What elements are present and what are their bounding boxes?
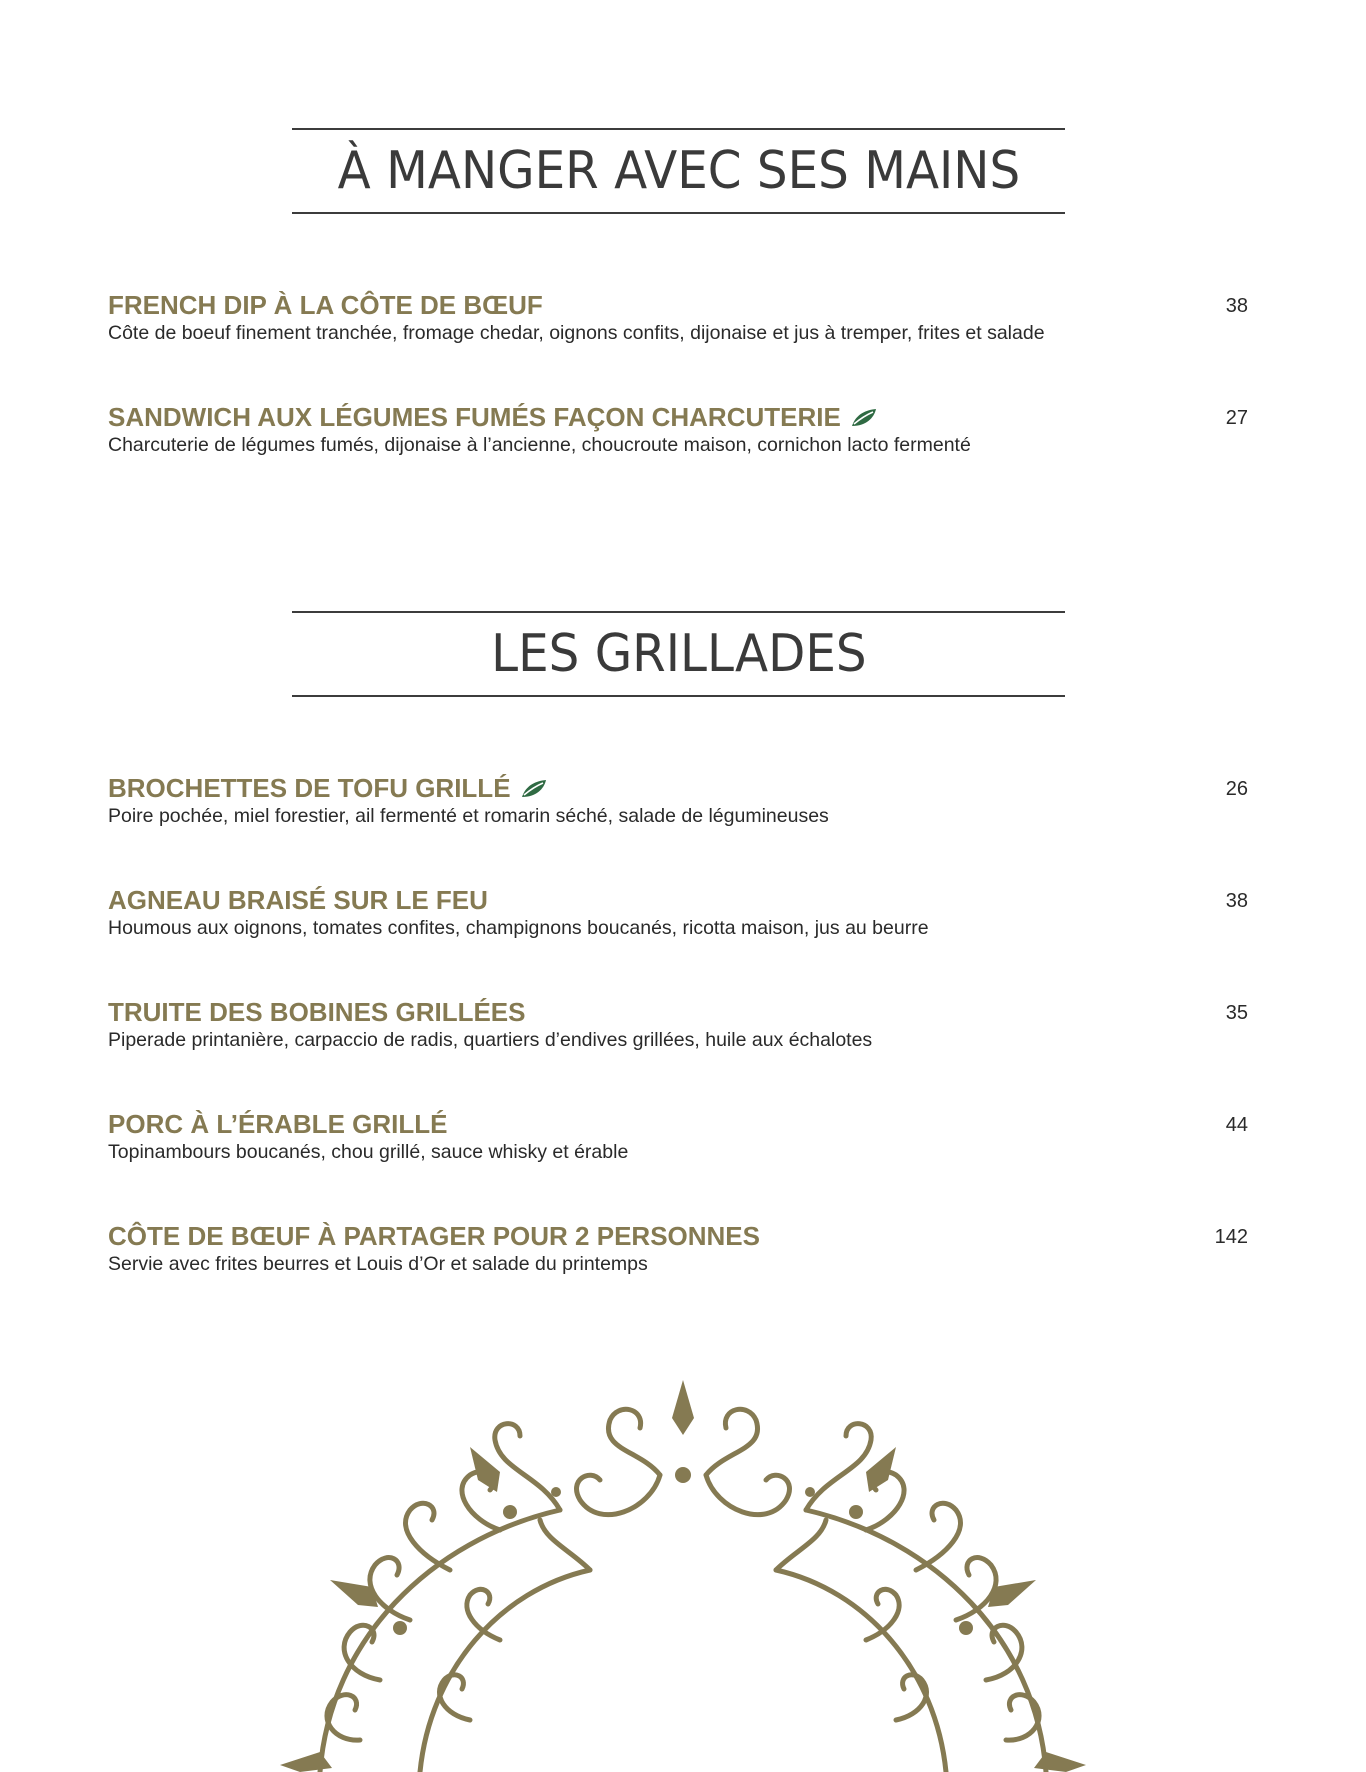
item-name-text: TRUITE DES BOBINES GRILLÉES bbox=[108, 997, 526, 1027]
item-name bbox=[108, 1109, 447, 1139]
item-name-text: FRENCH DIP À LA CÔTE DE BŒUF bbox=[108, 290, 543, 320]
item-name bbox=[108, 997, 526, 1027]
item-name bbox=[108, 290, 543, 320]
section-header-mains bbox=[292, 128, 1065, 214]
item-price: 44 bbox=[1225, 1114, 1248, 1136]
item-price: 38 bbox=[1225, 890, 1248, 912]
item-description: Piperade printanière, carpaccio de radis, quartiers d’endives grillées, huile aux échalotes bbox=[108, 1029, 873, 1051]
item-name bbox=[108, 773, 548, 803]
item-name-text: AGNEAU BRAISÉ SUR LE FEU bbox=[108, 885, 488, 915]
section-title: À MANGER AVEC SES MAINS bbox=[337, 141, 1020, 201]
item-description: Houmous aux oignons, tomates confites, champignons boucanés, ricotta maison, jus au beurre bbox=[108, 917, 929, 939]
item-price: 35 bbox=[1225, 1002, 1248, 1024]
leaf-icon bbox=[520, 777, 548, 799]
item-price: 26 bbox=[1225, 778, 1248, 800]
menu-item bbox=[108, 1109, 1248, 1165]
leaf-icon bbox=[850, 406, 878, 428]
item-price: 27 bbox=[1225, 407, 1248, 429]
item-description: Poire pochée, miel forestier, ail fermenté et romarin séché, salade de légumineuses bbox=[108, 805, 829, 827]
item-description: Topinambours boucanés, chou grillé, sauce whisky et érable bbox=[108, 1141, 629, 1163]
item-description: Servie avec frites beurres et Louis d’Or et salade du printemps bbox=[108, 1253, 648, 1275]
item-name bbox=[108, 885, 488, 915]
menu-item bbox=[108, 402, 1248, 458]
item-price: 142 bbox=[1214, 1226, 1248, 1248]
item-name-text: SANDWICH AUX LÉGUMES FUMÉS FAÇON CHARCUTERIE bbox=[108, 402, 841, 432]
section-header-grillades bbox=[292, 611, 1065, 697]
section-title: LES GRILLADES bbox=[490, 624, 867, 684]
item-name-text: CÔTE DE BŒUF À PARTAGER POUR 2 PERSONNES bbox=[108, 1221, 760, 1251]
menu-item bbox=[108, 773, 1248, 829]
ornament-icon bbox=[0, 1380, 1366, 1772]
menu-item bbox=[108, 997, 1248, 1053]
item-name-text: BROCHETTES DE TOFU GRILLÉ bbox=[108, 773, 511, 803]
item-name-text: PORC À L’ÉRABLE GRILLÉ bbox=[108, 1109, 448, 1139]
item-description: Charcuterie de légumes fumés, dijonaise à l’ancienne, choucroute maison, cornichon lacto fermenté bbox=[108, 434, 971, 456]
menu-item bbox=[108, 1221, 1248, 1277]
item-description: Côte de boeuf finement tranchée, fromage chedar, oignons confits, dijonaise et jus à tremper, frites et salade bbox=[108, 322, 1045, 344]
item-name bbox=[108, 1221, 760, 1251]
item-name bbox=[108, 402, 878, 432]
menu-item bbox=[108, 290, 1248, 346]
menu-item bbox=[108, 885, 1248, 941]
item-price: 38 bbox=[1225, 295, 1248, 317]
